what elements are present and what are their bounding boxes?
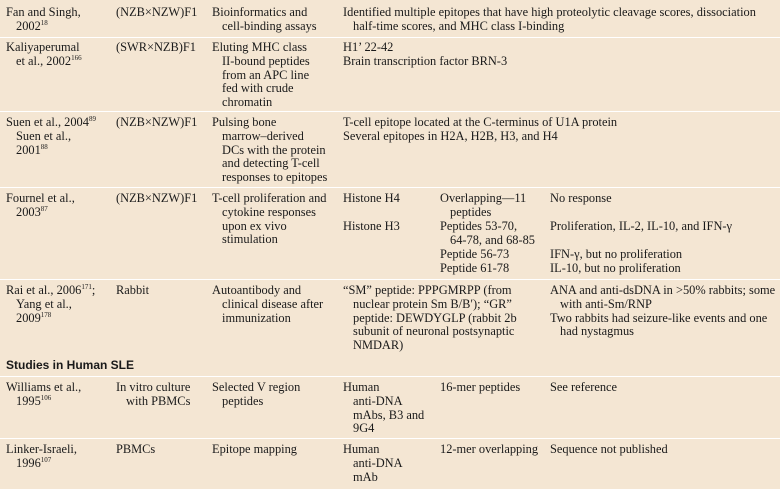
peptide-cell: 16-mer peptides <box>440 380 521 394</box>
method-cell: Epitope mapping <box>212 442 297 456</box>
author-cell: Fan and Singh, 2002$^{18}$ <box>6 5 81 33</box>
author-cell: Williams et al., 1995$^{106}$ <box>6 380 82 408</box>
antigen-cell: Histone H4 <box>343 191 400 205</box>
section-title: Studies in Human SLE <box>6 358 135 372</box>
antigen-cell: “SM” peptide: PPPGMRPP (from nuclear protein Sm B/B′); “GR” peptide: DEWDYGLP (rabbit 2b subunit of neuronal postsynaptic NMDAR) <box>343 283 517 353</box>
row-divider <box>0 279 780 280</box>
section-header <box>0 356 780 375</box>
result-cell: Identified multiple epitopes that have high proteolytic cleavage scores, dissociation half-time scores, and MHC class I-binding <box>343 5 756 33</box>
ref-number: 171 <box>81 282 92 291</box>
author-cell: Kaliyaperumal et al., 2002$^{166}$ <box>6 40 82 68</box>
antigen-cell: Human anti-DNA mAb <box>343 442 403 484</box>
author-cell: Rai et al., 2006$^{171}$; Yang et al., 2009$^{178}$ <box>6 282 96 325</box>
model-cell: (NZB×NZW)F1 <box>116 5 198 19</box>
method-cell: Pulsing bone marrow–derived DCs with the protein and detecting T-cell responses to epitopes <box>212 115 328 185</box>
row-divider <box>0 376 780 377</box>
row-divider <box>0 438 780 439</box>
model-cell: Rabbit <box>116 283 150 297</box>
antigen-cell: Histone H3 <box>343 219 400 233</box>
peptide-cell: Peptide 61-78 <box>440 261 510 275</box>
method-cell: T-cell proliferation and cytokine responses upon ex vivo stimulation <box>212 191 327 247</box>
ref-number: 106 <box>40 393 52 402</box>
response-cell: IL-10, but no proliferation <box>550 261 681 275</box>
row-divider <box>0 187 780 188</box>
author-cell: Linker-Israeli, 1996$^{107}$ <box>6 442 77 470</box>
peptide-cell: Peptide 56-73 <box>440 247 510 261</box>
row-divider <box>0 37 780 38</box>
author-cell: Suen et al., 2004$^{89}$ Suen et al., 2001$^{88}$ <box>6 114 96 157</box>
ref-number: 18 <box>40 18 48 27</box>
model-cell: PBMCs <box>116 442 156 456</box>
author-cell: Fournel et al., 2003$^{87}$ <box>6 191 75 219</box>
result-cell: H1’ 22-42 Brain transcription factor BRN-3 <box>343 40 508 68</box>
result-cell: T-cell epitope located at the C-terminus of U1A protein Several epitopes in H2A, H2B, H3, and H4 <box>343 115 618 143</box>
result-cell: See reference <box>550 380 618 394</box>
ref-number: 166 <box>71 53 82 62</box>
response-cell: IFN-γ, but no proliferation <box>550 247 683 261</box>
model-cell: In vitro culture with PBMCs <box>116 380 191 408</box>
method-cell: Bioinformatics and cell-binding assays <box>212 5 317 33</box>
ref-number: 89 <box>88 114 96 123</box>
peptide-cell: Overlapping—11 peptides <box>440 191 527 219</box>
peptide-cell: Peptides 53-70, 64-78, and 68-85 <box>440 219 535 247</box>
ref-number: 178 <box>40 310 52 319</box>
response-cell: No response <box>550 191 612 205</box>
ref-number: 88 <box>40 142 48 151</box>
response-cell: Proliferation, IL-2, IL-10, and IFN-γ <box>550 219 732 233</box>
model-cell: (NZB×NZW)F1 <box>116 115 198 129</box>
ref-number: 107 <box>40 455 52 464</box>
row-divider <box>0 111 780 112</box>
model-cell: (NZB×NZW)F1 <box>116 191 198 205</box>
peptide-cell: 12-mer overlapping <box>440 442 539 456</box>
ref-number: 87 <box>40 204 48 213</box>
result-cell: Sequence not published <box>550 442 668 456</box>
method-cell: Eluting MHC class II-bound peptides from an APC line fed with crude chromatin <box>212 40 310 110</box>
method-cell: Autoantibody and clinical disease after immunization <box>212 283 324 325</box>
model-cell: (SWR×NZB)F1 <box>116 40 196 54</box>
table-row <box>6 6 106 34</box>
method-cell: Selected V region peptides <box>212 380 301 408</box>
antigen-cell: Human anti-DNA mAbs, B3 and 9G4 <box>343 380 425 436</box>
result-cell: ANA and anti-dsDNA in >50% rabbits; some with anti-Sm/RNP Two rabbits had seizure-like events and one had nystagmus <box>550 283 776 339</box>
